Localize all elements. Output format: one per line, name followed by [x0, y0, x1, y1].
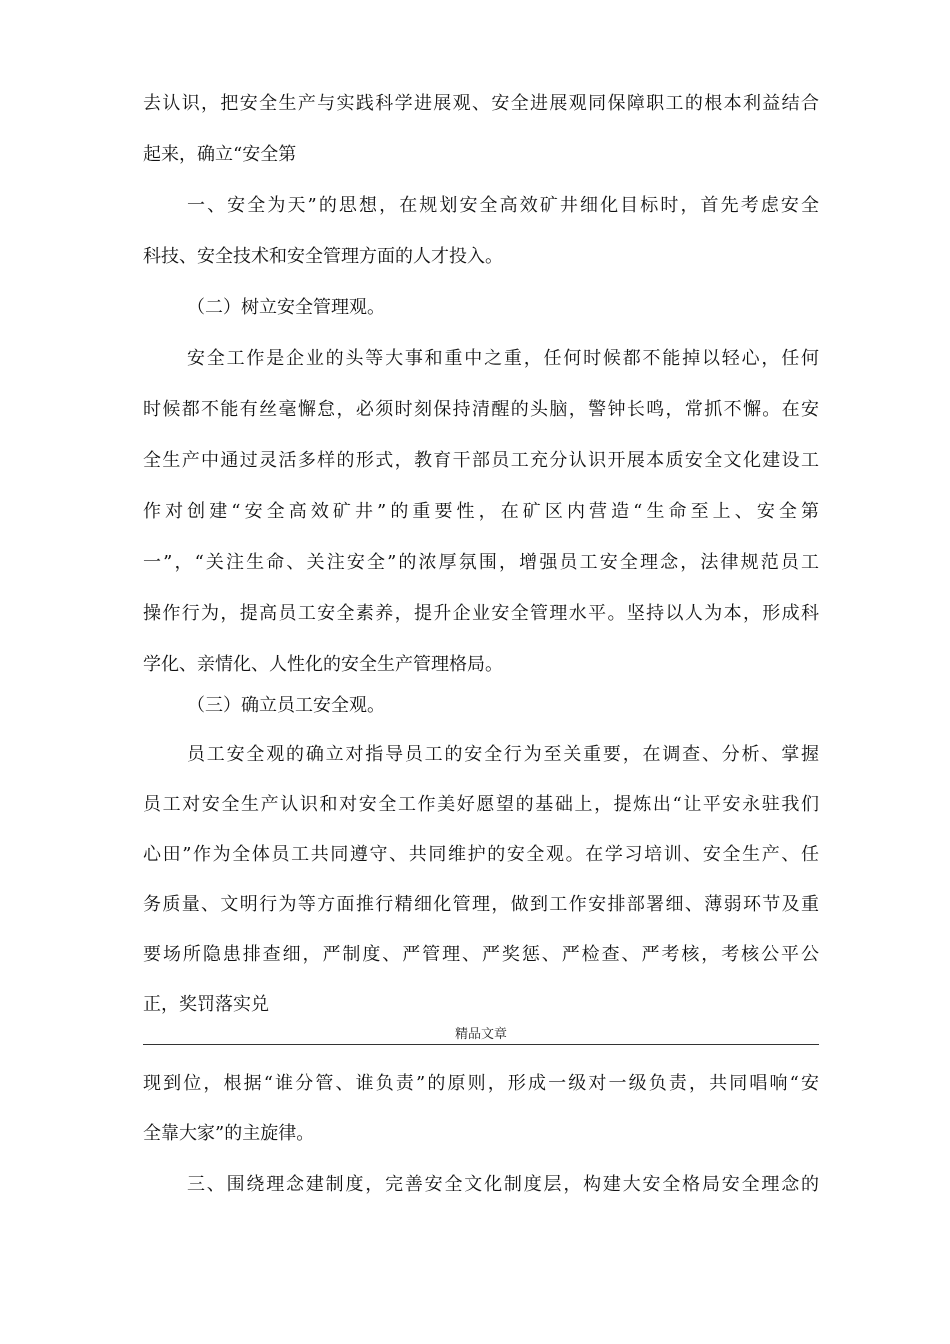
- paragraph-line: 作对创建“安全高效矿井”的重要性，在矿区内营造“生命至上、安全第: [143, 501, 819, 522]
- paragraph-line: 务质量、文明行为等方面推行精细化管理，做到工作安排部署细、薄弱环节及重: [143, 894, 819, 915]
- paragraph-line: 一”，“关注生命、关注安全”的浓厚氛围，增强员工安全理念，法律规范员工: [143, 552, 819, 573]
- paragraph-line: 一、安全为天”的思想，在规划安全高效矿井细化目标时，首先考虑安全: [187, 195, 819, 216]
- paragraph-line: 起来，确立“安全第: [143, 144, 297, 165]
- section-heading: （二）树立安全管理观。: [187, 297, 385, 318]
- paragraph-line: 心田”作为全体员工共同遵守、共同维护的安全观。在学习培训、安全生产、任: [143, 844, 819, 865]
- paragraph-line: 时候都不能有丝毫懈怠，必须时刻保持清醒的头脑，警钟长鸣，常抓不懈。在安: [143, 399, 819, 420]
- paragraph-line: 全生产中通过灵活多样的形式，教育干部员工充分认识开展本质安全文化建设工: [143, 450, 819, 471]
- paragraph-line: 安全工作是企业的头等大事和重中之重，任何时候都不能掉以轻心，任何: [187, 348, 819, 369]
- paragraph-line: 科技、安全技术和安全管理方面的人才投入。: [143, 246, 503, 267]
- paragraph-line: 学化、亲情化、人性化的安全生产管理格局。: [143, 654, 503, 675]
- paragraph-line: 三、围绕理念建制度，完善安全文化制度层，构建大安全格局安全理念的: [187, 1174, 819, 1195]
- page-footer-label: 精品文章: [454, 1027, 507, 1042]
- footer-divider: [143, 1044, 819, 1045]
- paragraph-line: 员工对安全生产认识和对安全工作美好愿望的基础上，提炼出“让平安永驻我们: [143, 794, 819, 815]
- paragraph-line: 现到位，根据“谁分管、谁负责”的原则，形成一级对一级负责，共同唱响“安: [143, 1073, 819, 1094]
- paragraph-line: 正，奖罚落实兑: [143, 994, 269, 1015]
- paragraph-line: 去认识，把安全生产与实践科学进展观、安全进展观同保障职工的根本利益结合: [143, 93, 819, 114]
- paragraph-line: 操作行为，提高员工安全素养，提升企业安全管理水平。坚持以人为本，形成科: [143, 603, 819, 624]
- paragraph-line: 员工安全观的确立对指导员工的安全行为至关重要，在调查、分析、掌握: [187, 744, 819, 765]
- paragraph-line: 全靠大家”的主旋律。: [143, 1123, 315, 1144]
- paragraph-line: 要场所隐患排查细，严制度、严管理、严奖惩、严检查、严考核，考核公平公: [143, 944, 819, 965]
- section-heading: （三）确立员工安全观。: [187, 695, 385, 716]
